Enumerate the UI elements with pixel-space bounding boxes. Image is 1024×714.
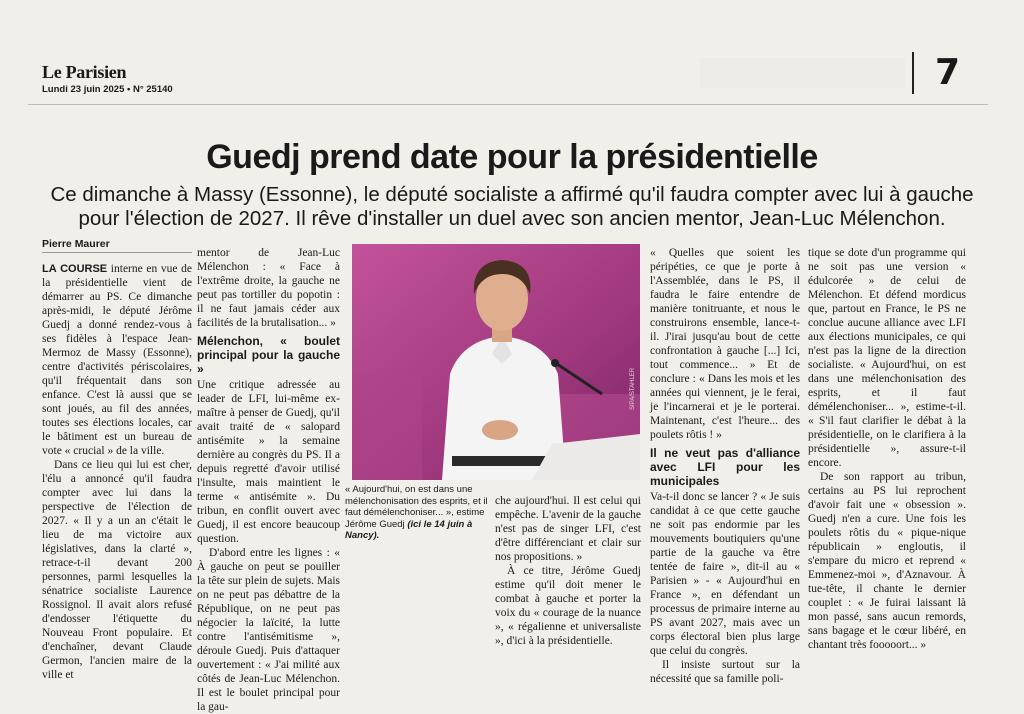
newspaper-logo: Le Parisien [42, 62, 127, 82]
paragraph: tique se dote d'un programme qui ne soit pas une version « édulcorée » de celui de Mélenchon. Et défend mordicus que, partout en France, le PS ne conclue aucune alliance avec LFI aux élections municipales, ce qui n'est pas la ligne de la direction socialiste. « Aujourd'hui, on est dans une mélenchonisation des esprits, et il faut démélenchoniser... », estime-t-il. « S'il faut clarifier le débat à la présidentielle, on le clarifiera à la présidentielle », assure-t-il encore. [808, 247, 966, 469]
paragraph: mentor de Jean-Luc Mélenchon : « Face à l'extrême droite, la gauche ne peut pas tortiller du popotin : il ne faut jamais céder aux facilités de la brutalisation... » [197, 247, 340, 329]
section-divider [912, 52, 914, 94]
caption-text: « Aujourd'hui, on est dans une mélenchonisation des esprits, et il faut démélenchoniser... », estime Jérôme Guedj [345, 484, 488, 530]
subheading: Mélenchon, « boulet principal pour la gauche » [197, 334, 340, 376]
subheading: Il ne veut pas d'alliance avec LFI pour les municipales [650, 446, 800, 488]
article-photo [352, 244, 640, 480]
paragraph: Dans ce lieu qui lui est cher, l'élu a annoncé qu'il faudra compter avec lui dans la perspective de l'élection de 2027. « Il y a un an c'était le lieu de ma victoire aux législatives, dans la clarté », retrace-t-il devant 200 personnes, parmi lesquelles la sénatrice socialiste Laurence Rossignol. Il avait alors refusé d'endosser l'étiquette du Nouveau Front populaire. Et d'enchaîner, devant Claude Germon, l'ancien maire de la ville et [42, 459, 192, 681]
paragraph: D'abord entre les lignes : « À gauche on peut se pouiller la tête sur plein de sujets. Mais on ne peut pas débattre de la République, on ne peut pas négocier la laïcité, la lutte contre l'antisémitisme », déroule Guedj. Puis d'attaquer ouvertement : « J'ai milité aux côtés de Jean-Luc Mélenchon. Il est le boulet principal pour la gau- [197, 547, 340, 713]
photo-credit: SIPA/STAHLER [630, 367, 636, 410]
headline: Guedj prend date pour la présidentielle [206, 138, 818, 176]
photo-caption [345, 484, 490, 542]
column-5 [808, 246, 966, 652]
paragraph: « Quelles que soient les péripéties, ce que je porte à l'Assemblée, dans le PS, il faudra le faire entendre de manière tonitruante, et nous le construirons ensemble, lance-t-il. J'irai jusqu'au bout de cette confrontation à gauche [...] Ici, tout commence... » Et de conclure : « Dans les mois et les années qui viennent, je le ferai, je l'incarnerai et je le porterai. Maintenant, c'est l'heure... des poulets rôtis ! » [650, 247, 800, 441]
byline: Pierre Maurer [42, 238, 110, 250]
column-3 [495, 494, 641, 648]
standfirst: Ce dimanche à Massy (Essonne), le député socialiste a affirmé qu'il faudra compter avec lui à gauche pour l'élection de 2027. Il rêve d'installer un duel avec son ancien mentor, Jean-Luc Mélenchon. [50, 183, 974, 230]
paragraph: interne en vue de la présidentielle vient de démarrer au PS. Ce dimanche après-midi, le député Jérôme Guedj a donné rendez-vous à ses fidèles à l'espace Jean-Mermoz de Massy (Essonne), centre d'activités périscolaires, qu'il fréquentait dans son enfance. C'est là aussi que se sont joués, au fil des années, toutes ses élections locales, car le bâtiment est un bureau de vote « crucial » de la ville. [42, 263, 192, 457]
dateline: Lundi 23 juin 2025 • N° 25140 [42, 84, 173, 95]
paragraph: Il insiste surtout sur la nécessité que sa famille poli- [650, 659, 800, 685]
caption-location: (ici le 14 juin à Nancy). [345, 518, 473, 541]
paragraph: À ce titre, Jérôme Guedj estime qu'il doit mener le combat à gauche et porter la voix du « courage de la nuance », « régalienne et universaliste », d'ici à la présidentielle. [495, 565, 641, 647]
column-2 [197, 246, 340, 714]
column-1 [42, 262, 192, 682]
photo-illustration [352, 244, 640, 480]
byline-rule [42, 252, 192, 253]
paragraph: De son rapport au tribun, certains au PS lui reprochent d'avoir fait une « obsession ». Guedj n'en a cure. Une fois les poulets rôtis du « pique-nique républicain » engloutis, il s'empare du micro et reprend « Emmenez-moi », d'Aznavour. À tue-tête, il chante le dernier couplet : « Je fuirai laissant là mon passé, sans aucun remords, sans bagage et le cœur libéré, en chantant très fooooort... » [808, 471, 966, 651]
column-4 [650, 246, 800, 686]
masthead-rule [28, 104, 988, 105]
page-number: 7 [935, 52, 961, 93]
paragraph: Une critique adressée au leader de LFI, lui-même ex-maître à penser de Guedj, qu'il avait traité de « salopard antisémite » la semaine dernière au congrès du PS. Il a depuis regretté d'avoir utilisé l'insulte, mais maintient le terme « antisémite ». Du tribun, en conflit ouvert avec Guedj, il est encore beaucoup question. [197, 379, 340, 545]
paragraph: Va-t-il donc se lancer ? « Je suis candidat à ce que cette gauche ne soit pas endormie par les mouvements boutiquiers qu'une partie de la gauche va être tentée de faire », dit-il au « Parisien » - « Aujourd'hui en France », en défendant un processus de primaire interne au PS avant 2027, mais avec un corps électoral bien plus large que celui du congrès. [650, 491, 800, 657]
lead-in: LA COURSE [42, 263, 108, 275]
paragraph: che aujourd'hui. Il est celui qui empêche. L'avenir de la gauche n'est pas de singer LFI, c'est d'être différenciant et clair sur nos propositions. » [495, 495, 641, 563]
section-band [700, 58, 905, 88]
